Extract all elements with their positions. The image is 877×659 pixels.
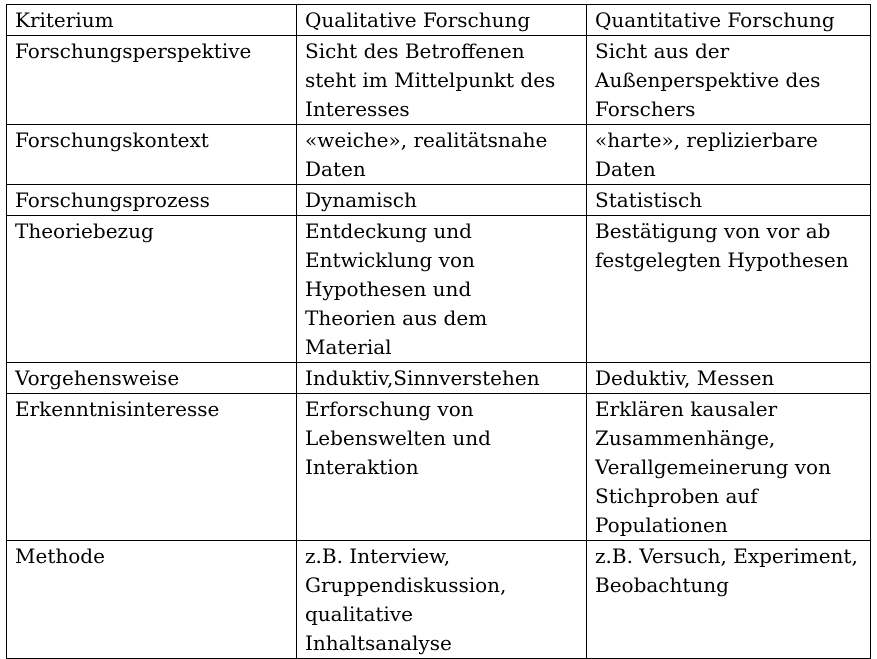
header-qualitative: Qualitative Forschung bbox=[297, 5, 587, 36]
criterion-cell: Forschungsprozess bbox=[7, 185, 297, 216]
qualitative-cell: z.B. Interview, Gruppendiskussion, qualitative Inhaltsanalyse bbox=[297, 541, 587, 659]
table-row bbox=[7, 394, 871, 541]
table-row bbox=[7, 363, 871, 394]
table-row bbox=[7, 185, 871, 216]
comparison-table bbox=[6, 4, 871, 659]
quantitative-cell: z.B. Versuch, Experiment, Beobachtung bbox=[587, 541, 871, 659]
criterion-cell: Erkenntnisinteresse bbox=[7, 394, 297, 541]
criterion-cell: Vorgehensweise bbox=[7, 363, 297, 394]
qualitative-cell: Erforschung von Lebenswelten und Interaktion bbox=[297, 394, 587, 541]
quantitative-cell: «harte», replizierbare Daten bbox=[587, 125, 871, 185]
table-row bbox=[7, 125, 871, 185]
criterion-cell: Forschungsperspektive bbox=[7, 36, 297, 125]
table-header-row bbox=[7, 5, 871, 36]
qualitative-cell: Dynamisch bbox=[297, 185, 587, 216]
quantitative-cell: Erklären kausaler Zusammenhänge, Verallgemeinerung von Stichproben auf Populationen bbox=[587, 394, 871, 541]
quantitative-cell: Sicht aus der Außenperspektive des Forschers bbox=[587, 36, 871, 125]
criterion-cell: Forschungskontext bbox=[7, 125, 297, 185]
qualitative-cell: Induktiv,Sinnverstehen bbox=[297, 363, 587, 394]
quantitative-cell: Bestätigung von vor ab festgelegten Hypothesen bbox=[587, 216, 871, 363]
criterion-cell: Methode bbox=[7, 541, 297, 659]
criterion-cell: Theoriebezug bbox=[7, 216, 297, 363]
header-quantitative: Quantitative Forschung bbox=[587, 5, 871, 36]
qualitative-cell: Entdeckung und Entwicklung von Hypothesen und Theorien aus dem Material bbox=[297, 216, 587, 363]
table-row bbox=[7, 541, 871, 659]
table-row bbox=[7, 216, 871, 363]
quantitative-cell: Deduktiv, Messen bbox=[587, 363, 871, 394]
table-row bbox=[7, 36, 871, 125]
quantitative-cell: Statistisch bbox=[587, 185, 871, 216]
qualitative-cell: Sicht des Betroffenen steht im Mittelpunkt des Interesses bbox=[297, 36, 587, 125]
header-criterion: Kriterium bbox=[7, 5, 297, 36]
qualitative-cell: «weiche», realitätsnahe Daten bbox=[297, 125, 587, 185]
